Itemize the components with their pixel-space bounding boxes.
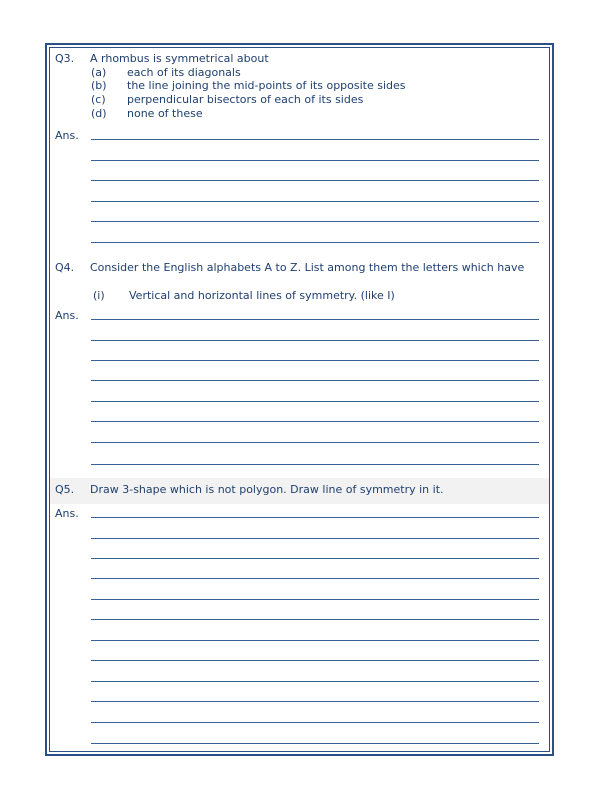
option-text: none of these [127, 107, 203, 120]
answer-line[interactable] [91, 221, 539, 222]
option-text: each of its diagonals [127, 66, 241, 79]
answer-line[interactable] [91, 421, 539, 422]
option-label: (a) [91, 66, 107, 79]
answer-line[interactable] [91, 538, 539, 539]
option-text: perpendicular bisectors of each of its sides [127, 93, 364, 106]
answer-line[interactable] [91, 319, 539, 320]
answer-label: Ans. [55, 309, 79, 322]
answer-line[interactable] [91, 743, 539, 744]
answer-line[interactable] [91, 464, 539, 465]
question-text: Consider the English alphabets A to Z. List among them the letters which have [90, 261, 525, 274]
answer-line[interactable] [91, 360, 539, 361]
option-label: (d) [91, 107, 107, 120]
option-label: (c) [91, 93, 106, 106]
question-text: A rhombus is symmetrical about [90, 52, 269, 65]
answer-line[interactable] [91, 722, 539, 723]
answer-line[interactable] [91, 660, 539, 661]
answer-line[interactable] [91, 599, 539, 600]
question-number: Q4. [55, 261, 75, 274]
answer-label: Ans. [55, 129, 79, 142]
sub-question-label: (i) [93, 289, 105, 302]
sub-question-text: Vertical and horizontal lines of symmetry. (like I) [129, 289, 395, 302]
answer-line[interactable] [91, 442, 539, 443]
answer-line[interactable] [91, 681, 539, 682]
question-text: Draw 3-shape which is not polygon. Draw line of symmetry in it. [90, 483, 444, 496]
page-border-inner [49, 47, 550, 752]
answer-line[interactable] [91, 139, 539, 140]
option-text: the line joining the mid-points of its opposite sides [127, 79, 406, 92]
answer-label: Ans. [55, 507, 79, 520]
answer-line[interactable] [91, 640, 539, 641]
answer-line[interactable] [91, 517, 539, 518]
answer-line[interactable] [91, 578, 539, 579]
question-number: Q5. [55, 483, 75, 496]
answer-line[interactable] [91, 160, 539, 161]
answer-line[interactable] [91, 401, 539, 402]
option-label: (b) [91, 79, 107, 92]
answer-line[interactable] [91, 558, 539, 559]
answer-line[interactable] [91, 180, 539, 181]
answer-line[interactable] [91, 340, 539, 341]
question-number: Q3. [55, 52, 75, 65]
answer-line[interactable] [91, 242, 539, 243]
answer-line[interactable] [91, 619, 539, 620]
answer-line[interactable] [91, 201, 539, 202]
answer-line[interactable] [91, 701, 539, 702]
answer-line[interactable] [91, 380, 539, 381]
